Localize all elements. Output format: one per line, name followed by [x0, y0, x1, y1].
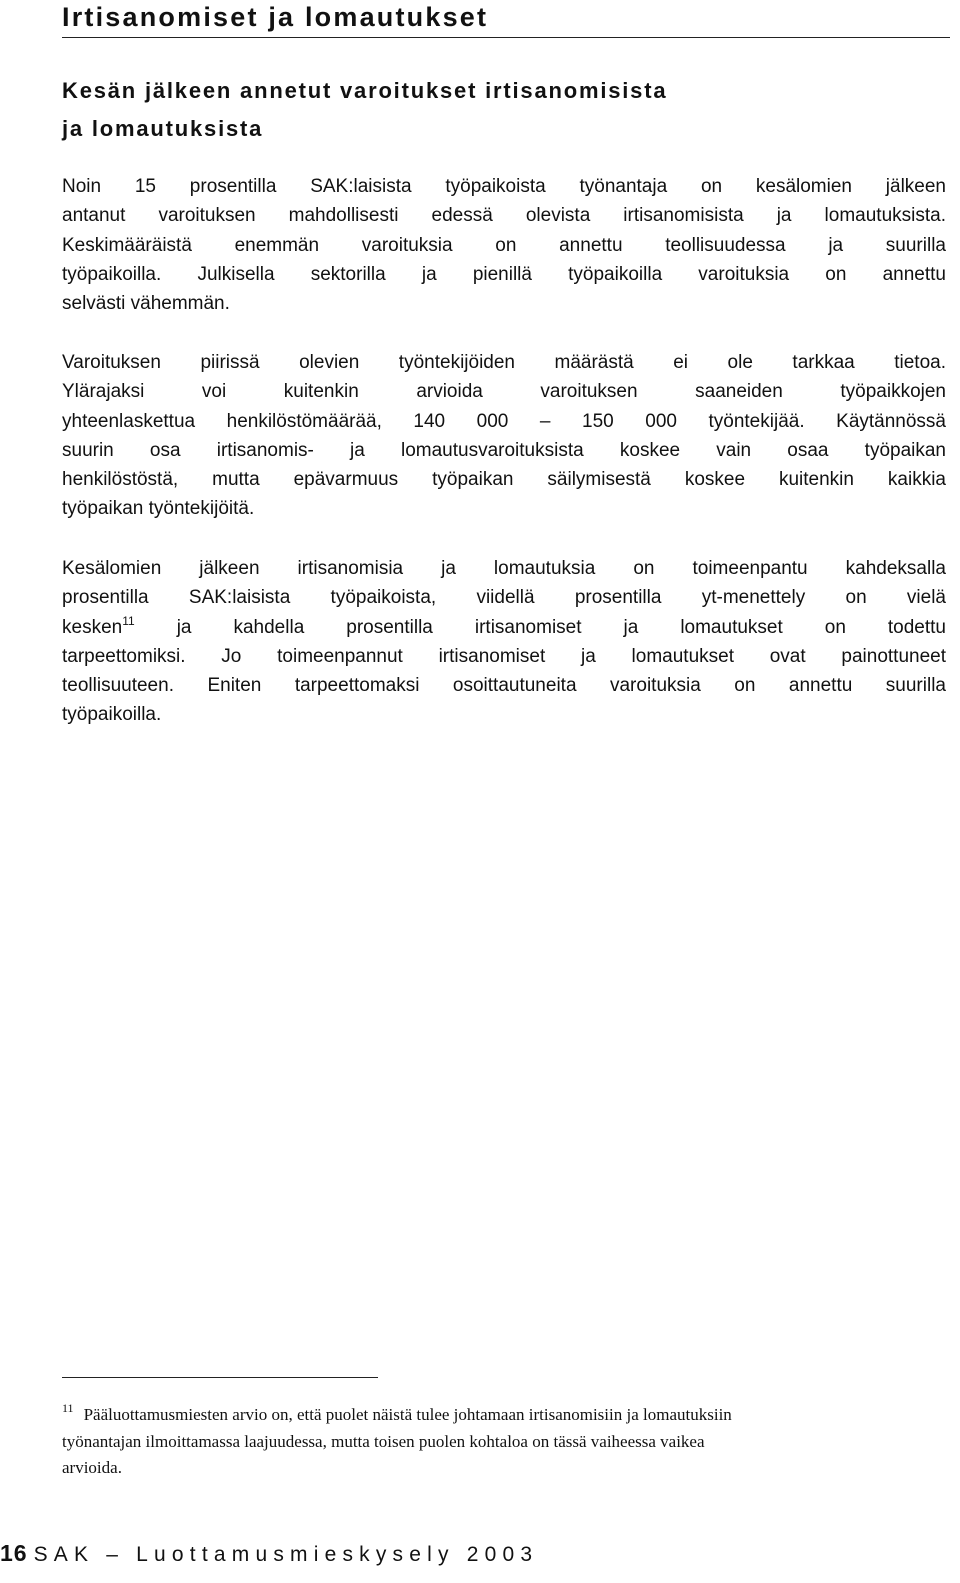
footnote-number: 11: [62, 1401, 74, 1415]
paragraph-word: kesken: [62, 616, 123, 638]
paragraph-line: selvästi vähemmän.: [62, 293, 230, 315]
page-title: Irtisanomiset ja lomautukset: [62, 2, 489, 32]
section-heading-line: ja lomautuksista: [62, 116, 264, 141]
paragraph-line: työpaikoilla.: [62, 704, 162, 726]
footnote-reference[interactable]: 11: [122, 613, 135, 628]
footnote-rule: [62, 1377, 378, 1378]
paragraph-line: antanut varoituksen mahdollisesti edessä olevista irtisanomisista ja lomautuksista.: [62, 205, 946, 227]
paragraph-line: henkilöstöstä, mutta epävarmuus työpaikan säilymisestä koskee kuitenkin kaikkia: [62, 469, 946, 491]
title-rule: [62, 37, 950, 38]
paragraph-2: [62, 348, 946, 524]
footnote-text: Pääluottamusmiesten arvio on, että puolet näistä tulee johtamaan irtisanomisiin ja lomautuksiin: [83, 1405, 732, 1424]
paragraph-line: Kesälomien jälkeen irtisanomisia ja lomautuksia on toimeenpantu kahdeksalla: [62, 558, 946, 579]
paragraph-line: työpaikan työntekijöitä.: [62, 498, 255, 520]
paragraph-line-with-footnote-ref: [62, 613, 946, 642]
paragraph-line: prosentilla SAK:laisista työpaikoista, viidellä prosentilla yt-menettely on vielä: [62, 587, 946, 609]
paragraph-3: [62, 554, 946, 730]
paragraph-line: Ylärajaksi voi kuitenkin arvioida varoituksen saaneiden työpaikkojen: [62, 381, 946, 403]
paragraph-text: ja kahdella prosentilla irtisanomiset ja lomautukset on todettu: [176, 616, 947, 638]
paragraph-line: suurin osa irtisanomis- ja lomautusvaroituksista koskee vain osaa työpaikan: [62, 439, 946, 461]
paragraph-1: [62, 172, 946, 318]
paragraph-line: työpaikoilla. Julkisella sektorilla ja pienillä työpaikoilla varoituksia on annettu: [62, 263, 946, 285]
paragraph-line: Keskimääräistä enemmän varoituksia on annettu teollisuudessa ja suurilla: [62, 234, 946, 256]
footnote-line: työnantajan ilmoittamassa laajuudessa, mutta toisen puolen kohtaloa on tässä vaiheessa vaikea: [62, 1431, 705, 1451]
page-number: 16: [0, 1540, 28, 1566]
footnote-line: [62, 1402, 938, 1429]
paragraph-line: Varoituksen piirissä olevien työntekijöiden määrästä ei ole tarkkaa tietoa.: [62, 352, 946, 373]
section-heading: [62, 72, 922, 148]
footnote: [62, 1402, 938, 1482]
paragraph-line: yhteenlaskettua henkilöstömäärää, 140 000 – 150 000 työntekijää. Käytännössä: [62, 410, 946, 432]
paragraph-line: Noin 15 prosentilla SAK:laisista työpaikoista työnantaja on kesälomien jälkeen: [62, 176, 946, 197]
footnote-line: arvioida.: [62, 1458, 122, 1477]
page-footer: [0, 1540, 538, 1568]
paragraph-line: tarpeettomiksi. Jo toimeenpannut irtisanomiset ja lomautukset ovat painottuneet: [62, 645, 946, 667]
running-title: SAK – Luottamusmieskysely 2003: [33, 1543, 539, 1566]
section-heading-line: Kesän jälkeen annetut varoitukset irtisanomisista: [62, 78, 668, 103]
paragraph-line: teollisuuteen. Eniten tarpeettomaksi osoittautuneita varoituksia on annettu suurilla: [62, 675, 946, 697]
